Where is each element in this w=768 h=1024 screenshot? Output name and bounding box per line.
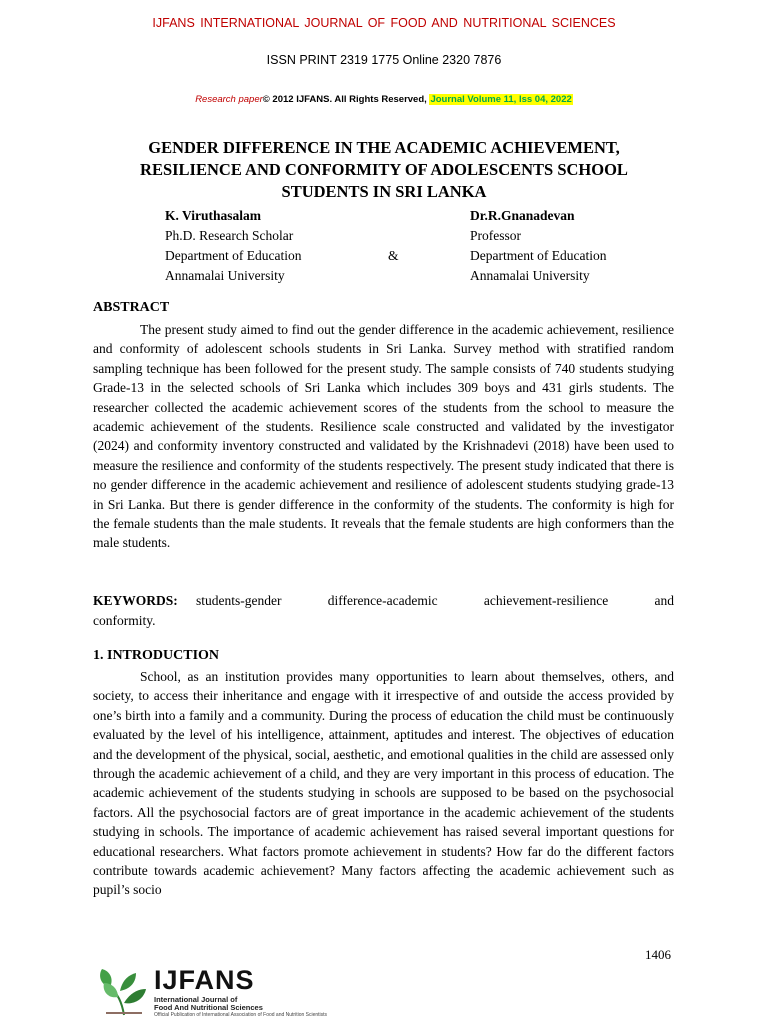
introduction-heading: 1. INTRODUCTION [93, 648, 220, 663]
author-name: K. Viruthasalam [165, 208, 262, 223]
author-name: Dr.R.Gnanadevan [470, 208, 575, 223]
keywords-text: students-gender difference-academic achievement-resilience and conformity. [93, 593, 674, 628]
logo-wordmark: IJFANS [154, 965, 255, 995]
logo-subtitle: Food And Nutritional Sciences [154, 1003, 263, 1012]
author-right [470, 206, 606, 286]
author-role: Ph.D. Research Scholar [165, 228, 294, 243]
author-separator: & [388, 248, 399, 263]
paper-title: GENDER DIFFERENCE IN THE ACADEMIC ACHIEVEMENT, RESILIENCE AND CONFORMITY OF ADOLESCENTS SCHOOL STUDENTS IN SRI LANKA [140, 138, 628, 201]
abstract-text: The present study aimed to find out the gender difference in the academic achievement, resilience and conformity of adolescent schools students in Sri Lanka. Survey method with stratified random sampling technique has been followed for the present study. The sample consists of 740 students studying Grade-13 in the selected schools of Sri Lanka which includes 309 boys and 431 girls students. The researcher collected the academic achievement scores of the students from the school to measure the academic achievement of the students. Resilience scale constructed and validated by the investigator (2024) and conformity inventory constructed and validated by the Krishnadevi (2018) have been used to measure the resilience and conformity of the students respectively. The present study indicated that there is no gender difference in the academic achievement and resilience of adolescent students studying grade-13 in Sri Lanka. But there is gender difference in the conformity of the students. The conformity is high for the female students than the male students. It reveals that the female students are high conformers than the male students. [93, 322, 674, 551]
leaf-icon [96, 963, 152, 1019]
author-university: Annamalai University [165, 268, 285, 283]
author-department: Department of Education [470, 248, 607, 263]
research-paper-label: Research paper [195, 94, 263, 105]
logo-subtitle: Official Publication of International Association of Food and Nutrition Scientists [154, 1012, 328, 1018]
copyright-line [0, 94, 768, 105]
author-left [165, 206, 301, 286]
keywords [93, 591, 674, 631]
copyright-text: © 2012 IJFANS. All Rights Reserved, [262, 94, 430, 105]
author-role: Professor [470, 228, 521, 243]
journal-volume: Journal Volume 11, Iss 04, 2022 [430, 94, 572, 105]
abstract-heading: ABSTRACT [93, 300, 170, 315]
author-department: Department of Education [165, 248, 302, 263]
keywords-label: KEYWORDS: [93, 593, 178, 608]
author-university: Annamalai University [470, 268, 590, 283]
author-block [165, 206, 645, 286]
logo-subtitle: International Journal of [154, 995, 238, 1004]
page-number: 1406 [645, 947, 671, 962]
issn-line: ISSN PRINT 2319 1775 Online 2320 7876 [266, 53, 502, 67]
journal-title: IJFANS INTERNATIONAL JOURNAL OF FOOD AND NUTRITIONAL SCIENCES [152, 16, 616, 30]
ijfans-logo [96, 963, 348, 1021]
introduction-text: School, as an institution provides many opportunities to learn about themselves, others, and society, to access their inheritance and engage with it irrespective of and outside the access provided by one’s birth into a family and a community. During the process of education the child must be continuously evaluated by the level of his intelligence, attainment, aptitudes and interest. The objectives of education and the development of the physical, social, aesthetic, and emotional qualities in the child are assessed only through the academic achievement of a child, and they are very important in this process of education. The academic achievement of the students studying in schools are supposed to be based on the psychosocial factors. All the psychosocial factors are of great importance in the academic achievement of the students studying in schools. The importance of academic achievement has raised several important questions for educational researchers. What factors promote achievement in students? How far do the different factors contribute towards academic achievement? Many factors affecting the academic achievement such as pupil’s socio [93, 669, 674, 898]
